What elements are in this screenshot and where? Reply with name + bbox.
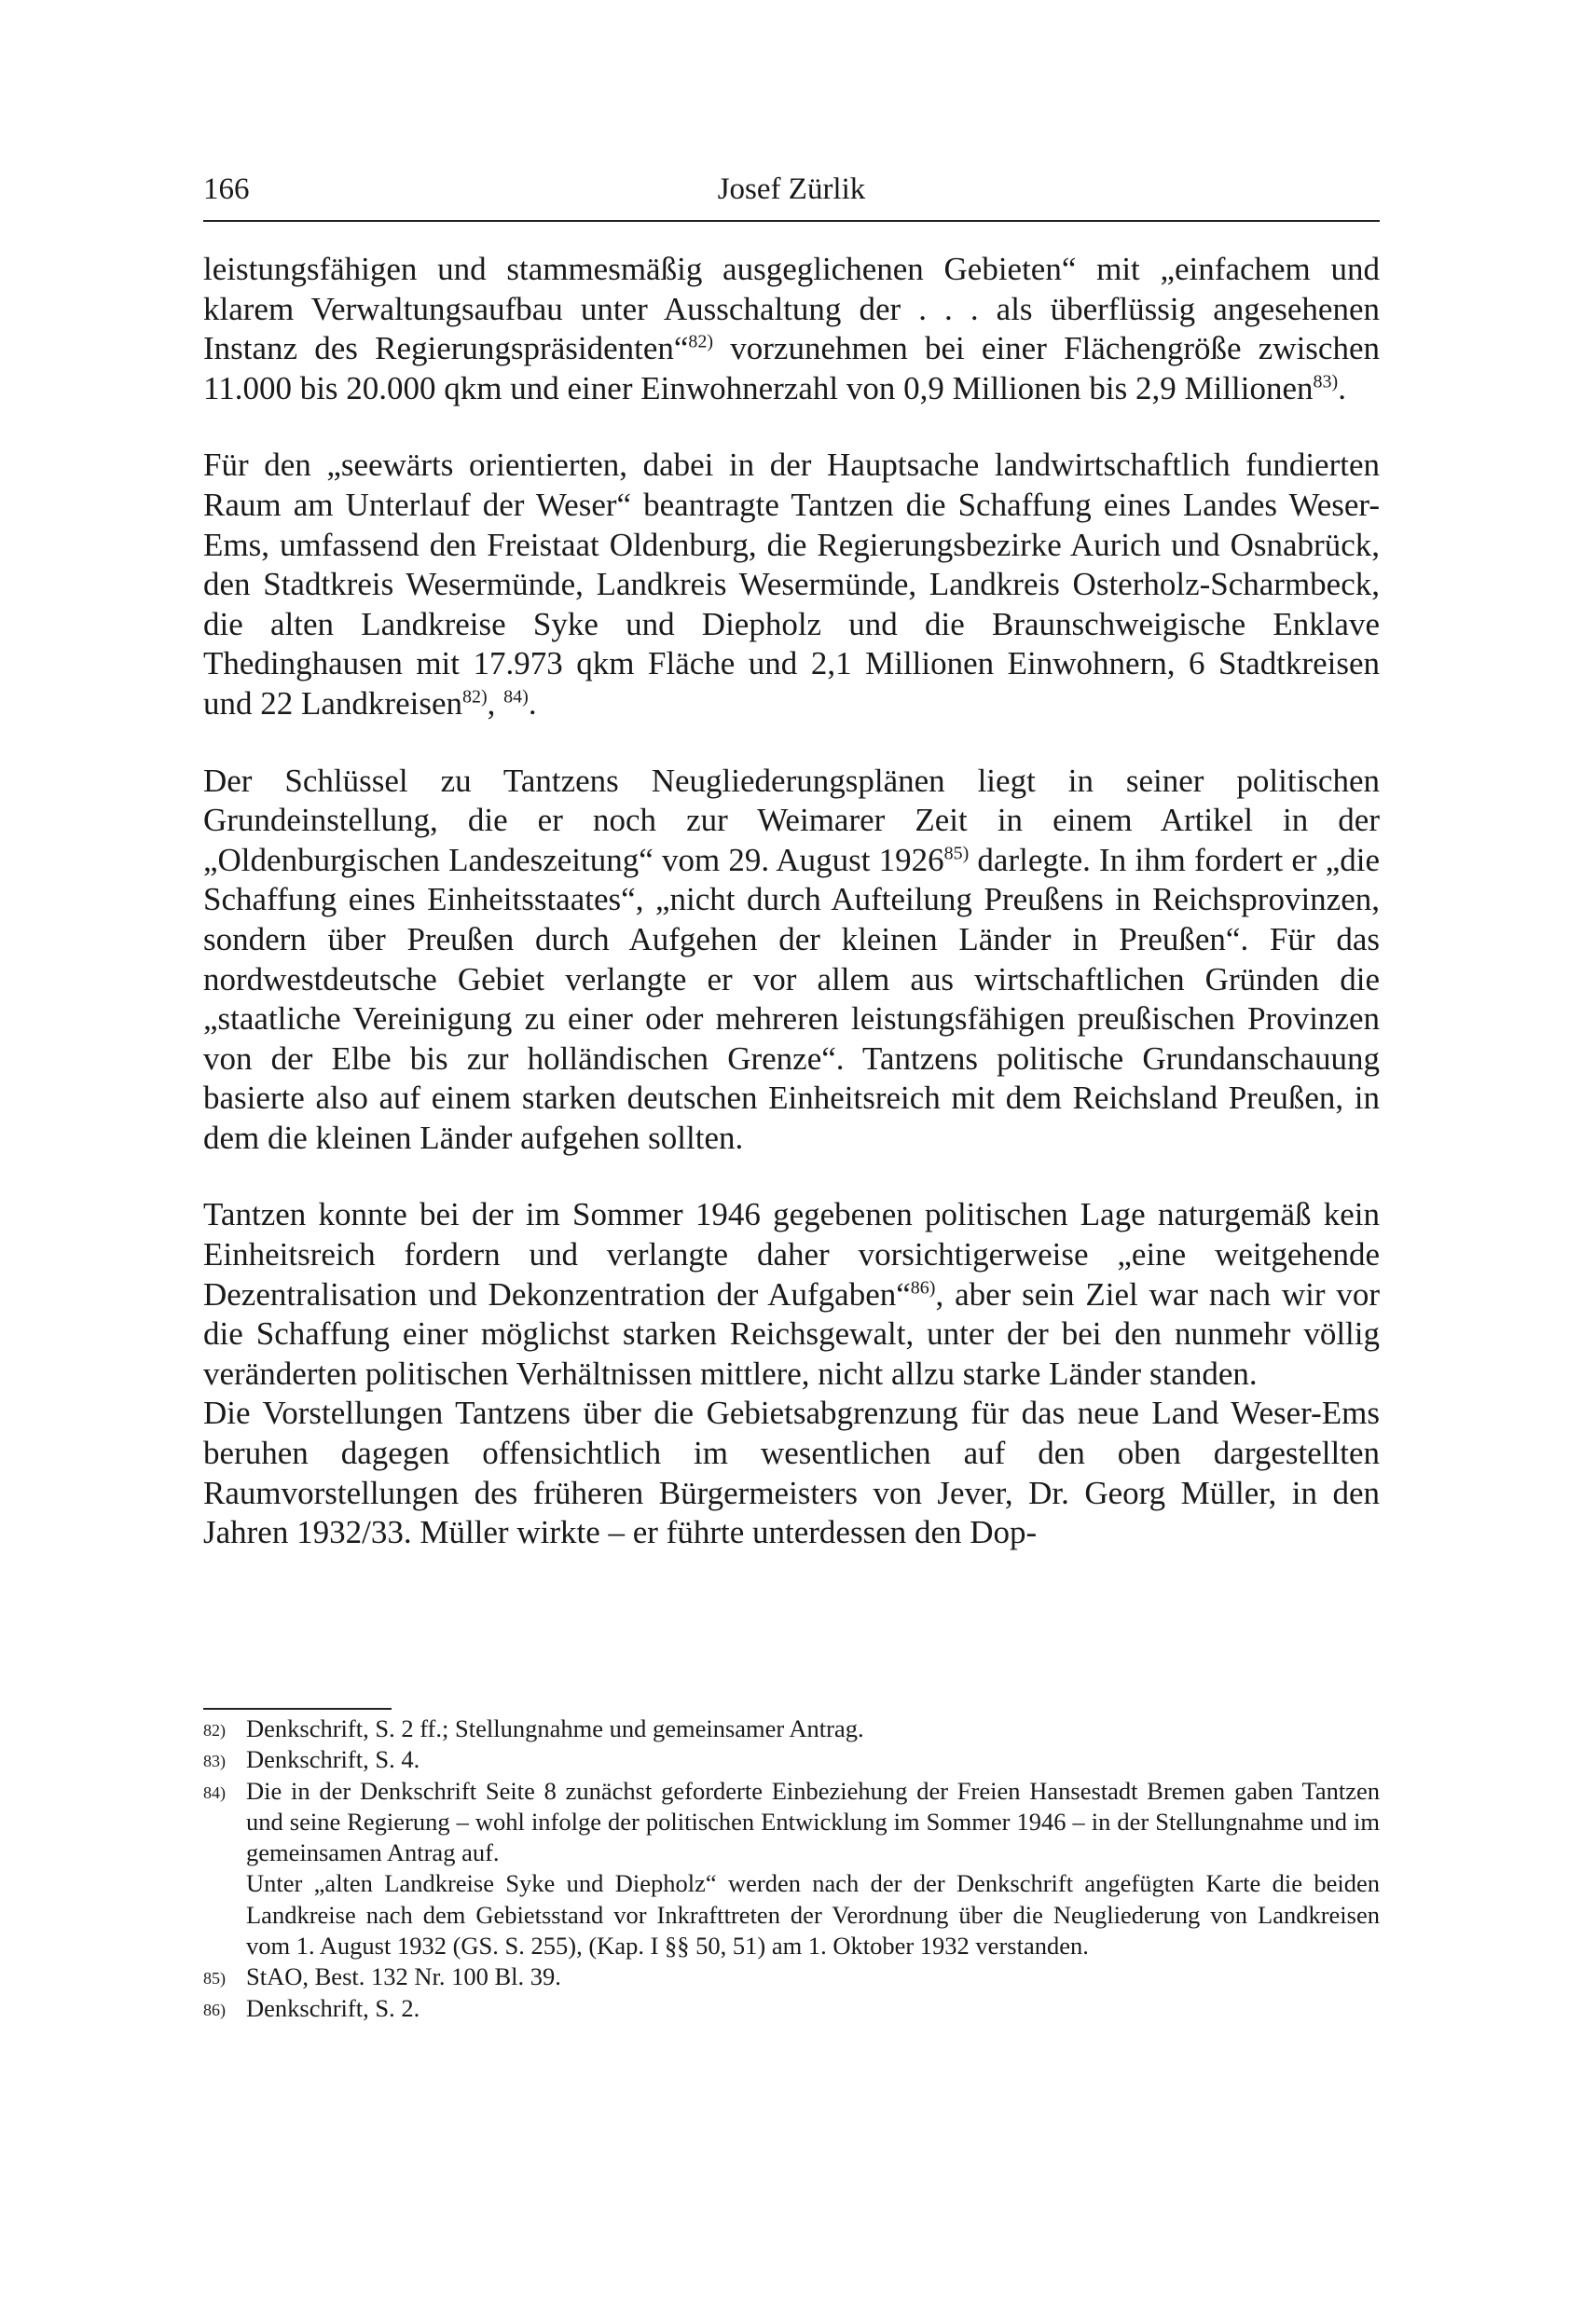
paragraph: [203, 1195, 1380, 1394]
paragraph-text: Für den „seewärts orientierten, dabei in der Hauptsache landwirtschaftlich fundierten Raum am Unterlauf der Weser“ beantragte Tantzen die Schaffung eines Landes Weser-Ems, umfassend den Freistaat Oldenburg, die Regierungsbezirke Aurich und Osnabrück, den Stadtkreis Wesermünde, Landkreis Wesermünde, Landkreis Osterholz-Scharmbeck, die alten Landkreise Syke und Diepholz und die Braunschweigische Enklave Thedinghausen mit 17.973 qkm Fläche und 2,1 Millionen Einwohnern, 6 Stadtkreisen und 22 Landkreisen: [203, 447, 1380, 722]
footnote-reference: 85): [943, 843, 970, 864]
footnote-mark: 84): [203, 1782, 226, 1802]
footnote-reference: 82): [461, 686, 488, 708]
footnote-reference: 84): [503, 686, 529, 708]
footnote-reference: 82): [688, 331, 714, 352]
footnote-mark: 86): [203, 2000, 226, 2019]
footnote: [203, 1993, 1380, 2024]
footnote-continuation: Unter „alten Landkreise Syke und Diepholz“ werden nach der der Denkschrift angefügten Karte die beiden Landkreise nach dem Gebietsstand vor Inkrafttreten der Verordnung über die Neugliederung von Landkreisen vom 1. August 1932 (GS. S. 255), (Kap. I §§ 50, 51) am 1. Oktober 1932 verstanden.: [246, 1869, 1380, 1961]
footnote: [203, 1776, 1380, 1869]
paragraph-text: , aber sein Ziel war nach wir vor die Schaffung einer möglichst starken Reichsgewalt, unter der bei den nunmehr völlig veränderten politischen Verhältnissen mittlere, nicht allzu starke Länder standen.: [203, 1275, 1380, 1392]
footnote: [203, 1961, 1380, 1992]
footnote-text: Denkschrift, S. 2 ff.; Stellungnahme und gemeinsamer Antrag.: [246, 1714, 864, 1742]
footnote-mark: 82): [203, 1721, 226, 1740]
footnote-text: StAO, Best. 132 Nr. 100 Bl. 39.: [246, 1962, 561, 1991]
footnote-mark: 83): [203, 1752, 226, 1771]
paragraph-text: ,: [487, 684, 504, 722]
page-number: 166: [203, 172, 250, 206]
footnote-rule: [203, 1708, 392, 1710]
footnote-text: Die in der Denkschrift Seite 8 zunächst geforderte Einbeziehung der Freien Hansestadt Bremen gaben Tantzen und seine Regierung – wohl infolge der politischen Entwicklung im Sommer 1946 – in der Stellungnahme und im gemeinsamen Antrag auf.: [246, 1776, 1380, 1867]
footnote-text: Denkschrift, S. 4.: [246, 1745, 420, 1774]
footnote-reference: 86): [910, 1277, 936, 1298]
footnote-reference: 83): [1313, 371, 1339, 392]
footnotes: [203, 1713, 1380, 2024]
paragraph-text: .: [528, 684, 537, 722]
paragraph-text: .: [1338, 369, 1346, 406]
paragraph: [203, 762, 1380, 1159]
paragraph: [203, 250, 1380, 408]
footnote: [203, 1713, 1380, 1744]
paragraph-text: darlegte. In ihm fordert er „die Schaffung eines Einheitsstaates“, „nicht durch Aufteilung Preußens in Reichsprovinzen, sondern über Preußen durch Aufgehen der kleinen Länder in Preußen“. Für das nordwestdeutsche Gebiet verlangte er vor allem aus wirtschaftlichen Gründen die „staatliche Vereinigung zu einer oder mehreren leistungsfähigen preußischen Provinzen von der Elbe bis zur holländischen Grenze“. Tantzens politische Grundanschauung basierte also auf einem starken deutschen Einheitsreich mit dem Reichsland Preußen, in dem die kleinen Länder aufgehen sollten.: [203, 841, 1380, 1156]
footnote: [203, 1744, 1380, 1775]
paragraph-text: Der Schlüssel zu Tantzens Neugliederungsplänen liegt in seiner politischen Grundeinstellung, die er noch zur Weimarer Zeit in einem Artikel in der „Oldenburgischen Landeszeitung“ vom 29. August 1926: [203, 762, 1380, 878]
paragraph: [203, 1394, 1380, 1552]
footnote-text: Denkschrift, S. 2.: [246, 1993, 420, 2022]
paragraph-text: vorzunehmen bei einer Flächengröße zwischen 11.000 bis 20.000 qkm und einer Einwohnerzahl von 0,9 Millionen bis 2,9 Millionen: [203, 330, 1380, 406]
paragraph-text: Tantzen konnte bei der im Sommer 1946 gegebenen politischen Lage naturgemäß kein Einheitsreich fordern und verlangte daher vorsichtigerweise „eine weitgehende Dezentralisation und Dekonzentration der Aufgaben“: [203, 1196, 1380, 1313]
paragraph: [203, 446, 1380, 723]
body-text: [203, 250, 1380, 1553]
running-head: Josef Zürlik: [717, 172, 866, 206]
page-header: [203, 172, 1380, 215]
footnote-mark: 85): [203, 1969, 226, 1989]
paragraph-text: Die Vorstellungen Tantzens über die Gebietsabgrenzung für das neue Land Weser-Ems beruhen dagegen offensichtlich im wesentlichen auf den oben dargestellten Raumvorstellungen des früheren Bürgermeisters von Jever, Dr. Georg Müller, in den Jahren 1932/33. Müller wirkte – er führte unterdessen den Dop-: [203, 1395, 1380, 1551]
paragraph-text: leistungsfähigen und stammesmäßig ausgeglichenen Gebieten“ mit „einfachem und klarem Verwaltungsaufbau unter Ausschaltung der . . . als überflüssig angesehenen Instanz des Regierungspräsidenten“: [203, 251, 1380, 367]
header-rule: [203, 220, 1380, 222]
